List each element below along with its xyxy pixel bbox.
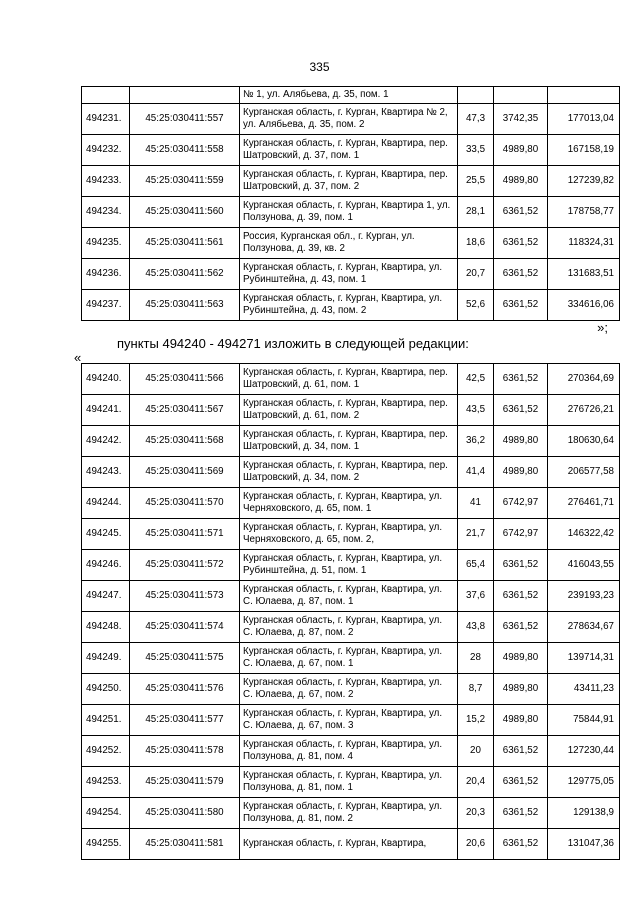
area-cell: 65,4 [458, 550, 494, 581]
address-cell: Курганская область, г. Курган, Квартира, ул. Ползунова, д. 81, пом. 2 [240, 798, 458, 829]
unit-price-cell: 6361,52 [494, 612, 548, 643]
address-cell: Курганская область, г. Курган, Квартира, ул. Черняховского, д. 65, пом. 2, [240, 519, 458, 550]
address-cell: № 1, ул. Алябьева, д. 35, пом. 1 [240, 87, 458, 104]
table-row [82, 228, 620, 259]
row-number-cell: 494244. [82, 488, 130, 519]
address-cell: Курганская область, г. Курган, Квартира № 2, ул. Алябьева, д. 35, пом. 2 [240, 104, 458, 135]
area-cell: 20,6 [458, 829, 494, 860]
row-number-cell: 494245. [82, 519, 130, 550]
unit-price-cell: 6361,52 [494, 767, 548, 798]
area-cell: 8,7 [458, 674, 494, 705]
cadastral-number-cell: 45:25:030411:558 [130, 135, 240, 166]
cadastral-value-cell: 131047,36 [548, 829, 620, 860]
cadastral-value-cell: 334616,06 [548, 290, 620, 321]
cadastral-value-cell: 416043,55 [548, 550, 620, 581]
table-row [82, 488, 620, 519]
row-number-cell: 494254. [82, 798, 130, 829]
table-row [82, 581, 620, 612]
cadastral-number-cell [130, 87, 240, 104]
cadastral-value-cell: 206577,58 [548, 457, 620, 488]
cadastral-number-cell: 45:25:030411:581 [130, 829, 240, 860]
cadastral-number-cell: 45:25:030411:559 [130, 166, 240, 197]
amendment-instruction: пункты 494240 - 494271 изложить в следующей редакции: [117, 336, 469, 351]
table-row [82, 612, 620, 643]
row-number-cell: 494240. [82, 364, 130, 395]
table-row [82, 674, 620, 705]
table-row [82, 87, 620, 104]
area-cell: 33,5 [458, 135, 494, 166]
unit-price-cell: 6742,97 [494, 519, 548, 550]
unit-price-cell: 6361,52 [494, 550, 548, 581]
area-cell: 25,5 [458, 166, 494, 197]
table-row [82, 705, 620, 736]
cadastral-number-cell: 45:25:030411:580 [130, 798, 240, 829]
unit-price-cell: 6361,52 [494, 228, 548, 259]
row-number-cell: 494234. [82, 197, 130, 228]
area-cell: 20 [458, 736, 494, 767]
cadastral-number-cell: 45:25:030411:571 [130, 519, 240, 550]
area-cell: 20,7 [458, 259, 494, 290]
table-row [82, 550, 620, 581]
address-cell: Курганская область, г. Курган, Квартира, пер. Шатровский, д. 37, пом. 1 [240, 135, 458, 166]
row-number-cell: 494243. [82, 457, 130, 488]
table-row [82, 829, 620, 860]
table-row [82, 643, 620, 674]
address-cell: Курганская область, г. Курган, Квартира, пер. Шатровский, д. 34, пом. 2 [240, 457, 458, 488]
unit-price-cell: 6361,52 [494, 829, 548, 860]
cadastral-table-new-edition [81, 363, 620, 860]
cadastral-value-cell: 167158,19 [548, 135, 620, 166]
row-number-cell: 494241. [82, 395, 130, 426]
cadastral-value-cell: 129138,9 [548, 798, 620, 829]
cadastral-value-cell: 127239,82 [548, 166, 620, 197]
cadastral-number-cell: 45:25:030411:574 [130, 612, 240, 643]
table-row [82, 290, 620, 321]
row-number-cell: 494251. [82, 705, 130, 736]
address-cell: Курганская область, г. Курган, Квартира, пер. Шатровский, д. 37, пом. 2 [240, 166, 458, 197]
cadastral-value-cell: 139714,31 [548, 643, 620, 674]
address-cell: Курганская область, г. Курган, Квартира, ул. С. Юлаева, д. 67, пом. 1 [240, 643, 458, 674]
closing-quote: »; [597, 320, 608, 335]
cadastral-value-cell: 43411,23 [548, 674, 620, 705]
cadastral-value-cell: 180630,64 [548, 426, 620, 457]
address-cell: Курганская область, г. Курган, Квартира, ул. Ползунова, д. 81, пом. 1 [240, 767, 458, 798]
area-cell: 42,5 [458, 364, 494, 395]
table-row [82, 798, 620, 829]
cadastral-value-cell: 146322,42 [548, 519, 620, 550]
cadastral-number-cell: 45:25:030411:557 [130, 104, 240, 135]
row-number-cell: 494255. [82, 829, 130, 860]
address-cell: Курганская область, г. Курган, Квартира, пер. Шатровский, д. 61, пом. 2 [240, 395, 458, 426]
address-cell: Курганская область, г. Курган, Квартира, ул. Рубинштейна, д. 43, пом. 2 [240, 290, 458, 321]
cadastral-value-cell: 278634,67 [548, 612, 620, 643]
table-body [82, 364, 620, 860]
row-number-cell: 494252. [82, 736, 130, 767]
area-cell: 47,3 [458, 104, 494, 135]
address-cell: Курганская область, г. Курган, Квартира, [240, 829, 458, 860]
table-row [82, 166, 620, 197]
unit-price-cell: 6361,52 [494, 736, 548, 767]
row-number-cell [82, 87, 130, 104]
cadastral-number-cell: 45:25:030411:561 [130, 228, 240, 259]
unit-price-cell: 4989,80 [494, 705, 548, 736]
cadastral-number-cell: 45:25:030411:570 [130, 488, 240, 519]
area-cell: 52,6 [458, 290, 494, 321]
page-number: 335 [309, 60, 330, 74]
table-row [82, 736, 620, 767]
unit-price-cell: 4989,80 [494, 135, 548, 166]
cadastral-value-cell: 177013,04 [548, 104, 620, 135]
table-row [82, 104, 620, 135]
area-cell: 20,4 [458, 767, 494, 798]
cadastral-number-cell: 45:25:030411:577 [130, 705, 240, 736]
row-number-cell: 494231. [82, 104, 130, 135]
cadastral-number-cell: 45:25:030411:579 [130, 767, 240, 798]
unit-price-cell: 6361,52 [494, 798, 548, 829]
table-row [82, 364, 620, 395]
row-number-cell: 494246. [82, 550, 130, 581]
address-cell: Россия, Курганская обл., г. Курган, ул. Ползунова, д. 39, кв. 2 [240, 228, 458, 259]
unit-price-cell: 4989,80 [494, 166, 548, 197]
table-row [82, 135, 620, 166]
unit-price-cell: 6361,52 [494, 364, 548, 395]
cadastral-number-cell: 45:25:030411:569 [130, 457, 240, 488]
cadastral-number-cell: 45:25:030411:578 [130, 736, 240, 767]
unit-price-cell: 3742,35 [494, 104, 548, 135]
unit-price-cell: 6361,52 [494, 581, 548, 612]
cadastral-value-cell: 118324,31 [548, 228, 620, 259]
area-cell: 20,3 [458, 798, 494, 829]
table-row [82, 767, 620, 798]
cadastral-number-cell: 45:25:030411:572 [130, 550, 240, 581]
address-cell: Курганская область, г. Курган, Квартира, ул. Рубинштейна, д. 51, пом. 1 [240, 550, 458, 581]
area-cell: 37,6 [458, 581, 494, 612]
row-number-cell: 494248. [82, 612, 130, 643]
row-number-cell: 494247. [82, 581, 130, 612]
unit-price-cell: 4989,80 [494, 643, 548, 674]
row-number-cell: 494236. [82, 259, 130, 290]
cadastral-number-cell: 45:25:030411:575 [130, 643, 240, 674]
cadastral-number-cell: 45:25:030411:562 [130, 259, 240, 290]
row-number-cell: 494237. [82, 290, 130, 321]
cadastral-value-cell: 75844,91 [548, 705, 620, 736]
unit-price-cell: 4989,80 [494, 457, 548, 488]
opening-quote: « [74, 350, 82, 365]
address-cell: Курганская область, г. Курган, Квартира, пер. Шатровский, д. 34, пом. 1 [240, 426, 458, 457]
address-cell: Курганская область, г. Курган, Квартира, ул. Ползунова, д. 81, пом. 4 [240, 736, 458, 767]
cadastral-value-cell: 129775,05 [548, 767, 620, 798]
cadastral-value-cell: 131683,51 [548, 259, 620, 290]
row-number-cell: 494233. [82, 166, 130, 197]
cadastral-number-cell: 45:25:030411:576 [130, 674, 240, 705]
cadastral-value-cell: 276726,21 [548, 395, 620, 426]
unit-price-cell: 6361,52 [494, 395, 548, 426]
row-number-cell: 494253. [82, 767, 130, 798]
unit-price-cell: 6361,52 [494, 197, 548, 228]
cadastral-number-cell: 45:25:030411:573 [130, 581, 240, 612]
area-cell [458, 87, 494, 104]
address-cell: Курганская область, г. Курган, Квартира, ул. С. Юлаева, д. 87, пом. 2 [240, 612, 458, 643]
table-row [82, 197, 620, 228]
address-cell: Курганская область, г. Курган, Квартира, ул. Рубинштейна, д. 43, пом. 1 [240, 259, 458, 290]
cadastral-number-cell: 45:25:030411:563 [130, 290, 240, 321]
cadastral-number-cell: 45:25:030411:568 [130, 426, 240, 457]
area-cell: 43,5 [458, 395, 494, 426]
address-cell: Курганская область, г. Курган, Квартира, ул. С. Юлаева, д. 67, пом. 3 [240, 705, 458, 736]
table-row [82, 519, 620, 550]
row-number-cell: 494242. [82, 426, 130, 457]
unit-price-cell: 6742,97 [494, 488, 548, 519]
unit-price-cell: 6361,52 [494, 290, 548, 321]
unit-price-cell: 6361,52 [494, 259, 548, 290]
cadastral-number-cell: 45:25:030411:566 [130, 364, 240, 395]
cadastral-value-cell: 276461,71 [548, 488, 620, 519]
cadastral-table-continued [81, 86, 620, 321]
area-cell: 41 [458, 488, 494, 519]
cadastral-value-cell: 127230,44 [548, 736, 620, 767]
unit-price-cell: 4989,80 [494, 674, 548, 705]
row-number-cell: 494235. [82, 228, 130, 259]
row-number-cell: 494249. [82, 643, 130, 674]
area-cell: 15,2 [458, 705, 494, 736]
cadastral-number-cell: 45:25:030411:560 [130, 197, 240, 228]
row-number-cell: 494232. [82, 135, 130, 166]
table-row [82, 259, 620, 290]
address-cell: Курганская область, г. Курган, Квартира, ул. С. Юлаева, д. 67, пом. 2 [240, 674, 458, 705]
area-cell: 21,7 [458, 519, 494, 550]
cadastral-value-cell [548, 87, 620, 104]
unit-price-cell: 4989,80 [494, 426, 548, 457]
address-cell: Курганская область, г. Курган, Квартира, ул. С. Юлаева, д. 87, пом. 1 [240, 581, 458, 612]
table-body [82, 87, 620, 321]
area-cell: 28,1 [458, 197, 494, 228]
area-cell: 28 [458, 643, 494, 674]
cadastral-value-cell: 239193,23 [548, 581, 620, 612]
table-row [82, 457, 620, 488]
cadastral-value-cell: 270364,69 [548, 364, 620, 395]
table-row [82, 395, 620, 426]
cadastral-number-cell: 45:25:030411:567 [130, 395, 240, 426]
address-cell: Курганская область, г. Курган, Квартира, пер. Шатровский, д. 61, пом. 1 [240, 364, 458, 395]
area-cell: 41,4 [458, 457, 494, 488]
address-cell: Курганская область, г. Курган, Квартира, ул. Черняховского, д. 65, пом. 1 [240, 488, 458, 519]
unit-price-cell [494, 87, 548, 104]
area-cell: 36,2 [458, 426, 494, 457]
area-cell: 18,6 [458, 228, 494, 259]
area-cell: 43,8 [458, 612, 494, 643]
table-row [82, 426, 620, 457]
row-number-cell: 494250. [82, 674, 130, 705]
address-cell: Курганская область, г. Курган, Квартира 1, ул. Ползунова, д. 39, пом. 1 [240, 197, 458, 228]
cadastral-value-cell: 178758,77 [548, 197, 620, 228]
